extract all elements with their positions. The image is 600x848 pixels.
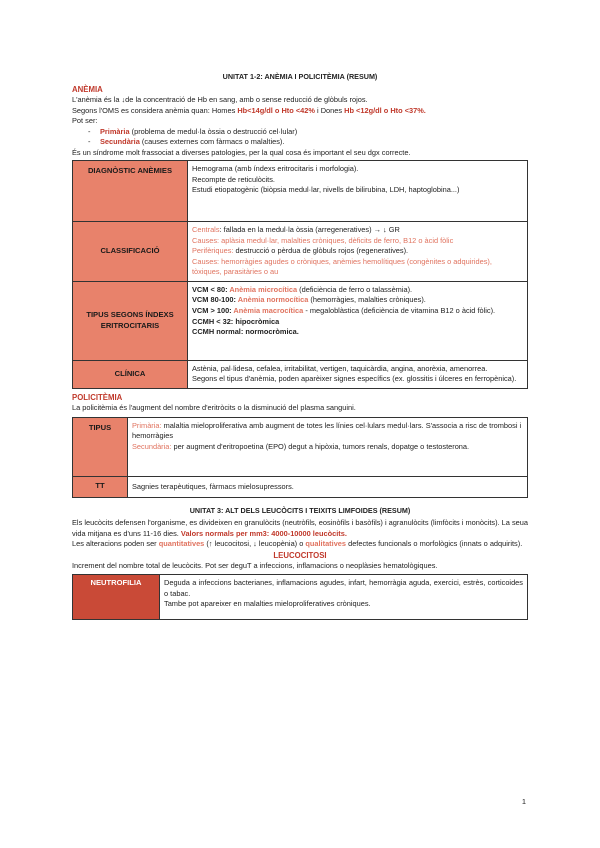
anemia-types-list [72, 127, 528, 148]
leucocitosi-heading: LEUCOCITOSI [273, 550, 327, 560]
poly-types-label: TIPUS [73, 417, 128, 476]
leucocitosi-intro: Increment del nombre total de leucòcits. Pot ser deguT a infeccions, inflamacions o neoplàsies hematològiques. [72, 560, 438, 570]
poly-heading: POLICITÈMIA [72, 392, 123, 402]
page-number: 1 [521, 797, 526, 806]
can-be-label: Pot ser: [72, 116, 98, 126]
anemia-table [72, 160, 528, 389]
table-row [73, 575, 528, 620]
class-content: Centrals: fallada en la medul·la òssia (arregeneratives) → ↓ GR Causes: aplàsia medul·lar, malalties cròniques, dèficits de ferro, B12 o àcid fòlic Perifèriques: destrucció o pèrdua de glòbuls rojos (regeneratives). Causes: hemorràgies agudes o cròniques, anèmies hemolítiques (congènites o adquirides), tòxiques, parasitàries o au [188, 222, 528, 282]
list-item: - Primària (problema de medul·la òssia o destrucció cel·lular) [88, 127, 528, 138]
syndrome-note: És un síndrome molt frassociat a diverses patologies, per la qual cosa és important el seu dgx correcte. [72, 147, 411, 157]
normal-values: Valors normals per mm3: 4000-10000 leucòcits. [180, 528, 347, 538]
table-row [73, 281, 528, 360]
leuco-table [72, 574, 528, 620]
anemia-intro: L'anèmia és la ↓de la concentració de Hb en sang, amb o sense reducció de glòbuls rojos. [72, 95, 368, 105]
oms-women-values: Hb <12g/dl o Hto <37%. [344, 105, 426, 115]
class-label: CLASSIFICACIÓ [73, 222, 188, 282]
table-row [73, 417, 528, 476]
poly-intro: La policitèmia és l'augment del nombre d'eritròcits o la disminució del plasma sanguini. [72, 403, 356, 413]
clinic-content: Astènia, pal·lidesa, cefalea, irritabilitat, vertigen, taquicàrdia, angina, anorèxia, amenorrea. Segons el tipus d'anèmia, poden aparèixer signes específics (ex. glossitis i úlceres en ferropènica). [188, 360, 528, 388]
unit1-title: UNITAT 1-2: ANÈMIA I POLICITÈMIA (RESUM) [222, 72, 378, 81]
neutrofilia-label: NEUTROFILIA [73, 575, 160, 620]
leukocytes-intro: Els leucòcits defensen l'organisme, es divideixen en granulòcits (neutròfils, eosinòfils i basòfils) i agranulòcits (limfòcits i monòcits). La seua vida mitjana es d'uns 11-16 dies. Valors normals per mm3: 4000-10000 leucòcits. [72, 518, 528, 538]
table-row [73, 161, 528, 222]
list-item: - Secundària (causes externes com fàrmacs o malalties). [88, 137, 528, 148]
alterations-text: Les alteracions poden ser quantitatives (↑ leucocitosi, ↓ leucopènia) o qualitatives defectes funcionals o morfològics (innats o adquirits). [72, 539, 523, 549]
table-row [73, 476, 528, 498]
poly-table [72, 417, 528, 499]
types-label: TIPUS SEGONS ÍNDEXS ERITROCITARIS [73, 281, 188, 360]
clinic-label: CLÍNICA [73, 360, 188, 388]
poly-tt-label: TT [73, 476, 128, 498]
poly-tt-content: Sagnies terapèutiques, fàrmacs mielosupressors. [128, 476, 528, 498]
neutrofilia-content: Deguda a infeccions bacterianes, inflamacions agudes, infart, hemorràgia aguda, exercici, estrès, corticoides o tabac. Tambe pot apareixer en malalties mieloproliferatives cròniques. [160, 575, 528, 620]
oms-criteria: Segons l'OMS es considera anèmia quan: Homes Hb<14g/dl o Hto <42% i Dones Hb <12g/dl o Hto <37%. [72, 105, 426, 115]
oms-men-values: Hb<14g/dl o Hto <42% [237, 105, 315, 115]
document-page [72, 68, 528, 620]
table-row [73, 360, 528, 388]
types-content: VCM < 80: Anèmia microcítica (deficiència de ferro o talassèmia). VCM 80-100: Anèmia normocítica (hemorràgies, malalties cròniques). VCM > 100: Anèmia macrocítica - megaloblàstica (deficiència de vitamina B12 o àcid fòlic). CCMH < 32: hipocròmica CCMH normal: normocròmica. [188, 281, 528, 360]
diag-label: DIAGNÒSTIC ANÈMIES [73, 161, 188, 222]
unit3-title: UNITAT 3: ALT DELS LEUCÒCITS I TEIXITS LIMFOIDES (RESUM) [189, 506, 411, 516]
table-row [73, 222, 528, 282]
poly-types-content: Primària: malaltia mieloproliferativa amb augment de totes les línies cel·lulars medul·lars. S'associa a risc de trombosi i hemorràgies Secundària: per augment d'eritropoetina (EPO) degut a hipòxia, tumors renals, dopatge o testosterona. [128, 417, 528, 476]
diag-content: Hemograma (amb índexs eritrocitaris i morfologia). Recompte de reticulòcits. Estudi etiopatogènic (biòpsia medul·lar, nivells de bilirubina, LDH, haptoglobina...) [188, 161, 528, 222]
anemia-heading: ANÈMIA [72, 85, 103, 95]
